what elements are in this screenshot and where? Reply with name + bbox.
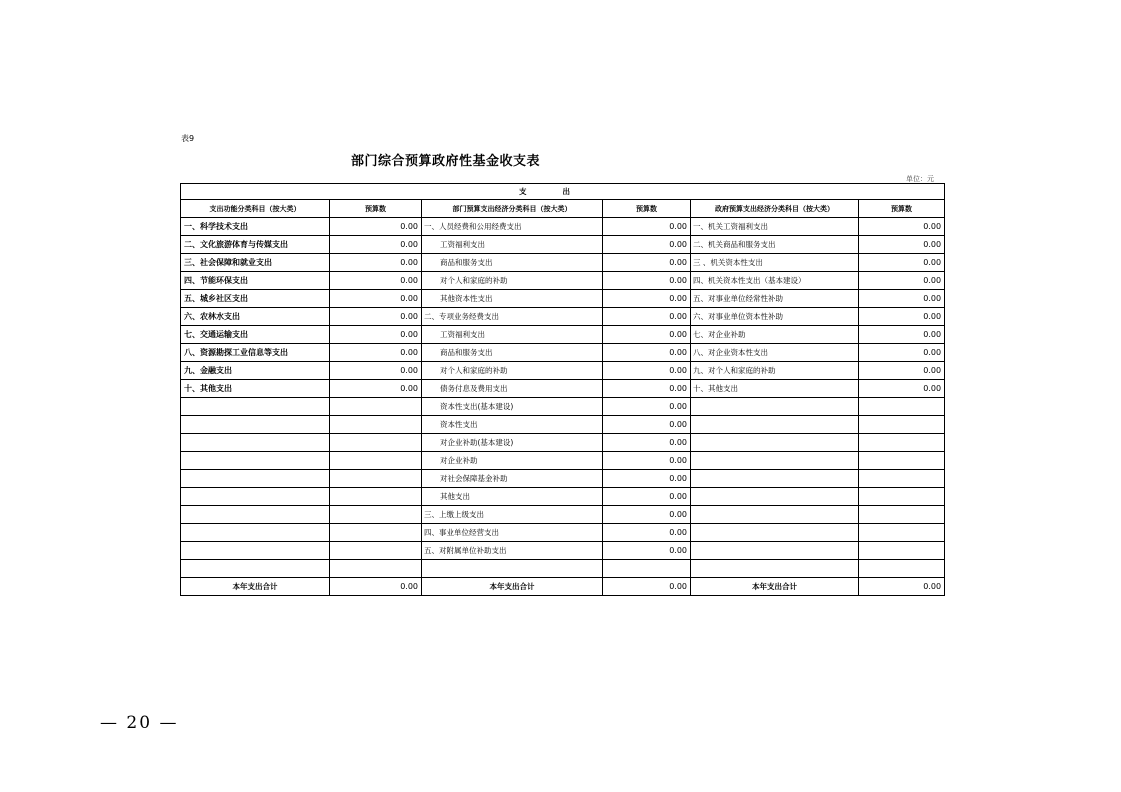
page-title: 部门综合预算政府性基金收支表 bbox=[351, 154, 541, 169]
table-cell bbox=[330, 452, 422, 470]
col-header: 部门预算支出经济分类科目（按大类） bbox=[422, 200, 603, 218]
table-cell: 0.00 bbox=[603, 290, 691, 308]
table-cell: 三、上缴上级支出 bbox=[422, 506, 603, 524]
table-cell: 0.00 bbox=[859, 380, 945, 398]
table-cell: 九、金融支出 bbox=[181, 362, 330, 380]
table-row bbox=[181, 452, 945, 470]
table-cell bbox=[859, 434, 945, 452]
table-row bbox=[181, 218, 945, 236]
table-cell: 五、对附属单位补助支出 bbox=[422, 542, 603, 560]
table-cell: 0.00 bbox=[330, 218, 422, 236]
total-label: 本年支出合计 bbox=[691, 578, 859, 596]
table-cell bbox=[859, 560, 945, 578]
table-row bbox=[181, 380, 945, 398]
table-row bbox=[181, 272, 945, 290]
table-cell: 0.00 bbox=[330, 236, 422, 254]
table-row bbox=[181, 290, 945, 308]
table-cell bbox=[691, 542, 859, 560]
table-cell: 0.00 bbox=[859, 344, 945, 362]
table-cell: 0.00 bbox=[603, 344, 691, 362]
table-row bbox=[181, 416, 945, 434]
table-cell: 七、交通运输支出 bbox=[181, 326, 330, 344]
table-cell: 十、其他支出 bbox=[181, 380, 330, 398]
total-value: 0.00 bbox=[330, 578, 422, 596]
table-row bbox=[181, 236, 945, 254]
table-cell bbox=[859, 416, 945, 434]
table-cell: 九、对个人和家庭的补助 bbox=[691, 362, 859, 380]
table-cell: 资本性支出(基本建设) bbox=[422, 398, 603, 416]
table-cell: 0.00 bbox=[330, 290, 422, 308]
col-header: 政府预算支出经济分类科目（按大类） bbox=[691, 200, 859, 218]
table-cell bbox=[691, 506, 859, 524]
table-cell: 对个人和家庭的补助 bbox=[422, 272, 603, 290]
table-cell bbox=[691, 416, 859, 434]
table-cell bbox=[330, 398, 422, 416]
table-cell: 0.00 bbox=[330, 254, 422, 272]
page-number: — 20 — bbox=[100, 713, 179, 733]
table-cell: 十、其他支出 bbox=[691, 380, 859, 398]
table-row bbox=[181, 362, 945, 380]
table-cell bbox=[181, 434, 330, 452]
table-cell: 0.00 bbox=[859, 290, 945, 308]
table-cell: 0.00 bbox=[859, 218, 945, 236]
budget-table bbox=[180, 183, 945, 596]
table-row bbox=[181, 344, 945, 362]
table-cell: 0.00 bbox=[603, 362, 691, 380]
table-cell: 对企业补助 bbox=[422, 452, 603, 470]
col-header: 预算数 bbox=[603, 200, 691, 218]
table-cell: 0.00 bbox=[603, 416, 691, 434]
table-cell: 0.00 bbox=[859, 326, 945, 344]
group-header: 支出 bbox=[181, 184, 945, 200]
table-cell: 对个人和家庭的补助 bbox=[422, 362, 603, 380]
table-cell bbox=[859, 470, 945, 488]
table-cell: 0.00 bbox=[603, 488, 691, 506]
table-cell bbox=[691, 488, 859, 506]
group-header-row bbox=[181, 184, 945, 200]
table-cell: 债务付息及费用支出 bbox=[422, 380, 603, 398]
table-row bbox=[181, 398, 945, 416]
table-cell bbox=[181, 524, 330, 542]
table-row bbox=[181, 326, 945, 344]
table-cell: 0.00 bbox=[330, 362, 422, 380]
table-cell bbox=[422, 560, 603, 578]
table-cell bbox=[859, 524, 945, 542]
table-cell bbox=[859, 452, 945, 470]
table-cell: 六、农林水支出 bbox=[181, 308, 330, 326]
table-cell: 二、文化旅游体育与传媒支出 bbox=[181, 236, 330, 254]
table-cell: 0.00 bbox=[603, 254, 691, 272]
table-cell bbox=[859, 488, 945, 506]
table-cell: 四、节能环保支出 bbox=[181, 272, 330, 290]
table-cell bbox=[330, 488, 422, 506]
table-cell: 0.00 bbox=[330, 326, 422, 344]
table-cell: 0.00 bbox=[603, 524, 691, 542]
table-cell: 0.00 bbox=[603, 218, 691, 236]
table-cell bbox=[330, 560, 422, 578]
table-cell bbox=[181, 560, 330, 578]
table-cell bbox=[181, 542, 330, 560]
table-cell bbox=[691, 398, 859, 416]
table-cell bbox=[330, 470, 422, 488]
table-cell: 0.00 bbox=[859, 362, 945, 380]
table-cell: 商品和服务支出 bbox=[422, 254, 603, 272]
table-cell: 0.00 bbox=[330, 308, 422, 326]
table-cell bbox=[181, 452, 330, 470]
table-cell: 0.00 bbox=[859, 272, 945, 290]
table-cell bbox=[181, 506, 330, 524]
table-cell bbox=[181, 416, 330, 434]
table-cell bbox=[691, 434, 859, 452]
unit-label: 单位：元 bbox=[906, 175, 934, 183]
table-cell bbox=[691, 452, 859, 470]
table-cell: 商品和服务支出 bbox=[422, 344, 603, 362]
table-cell: 四、事业单位经营支出 bbox=[422, 524, 603, 542]
table-cell: 0.00 bbox=[330, 272, 422, 290]
table-cell: 0.00 bbox=[603, 236, 691, 254]
col-header: 支出功能分类科目（按大类） bbox=[181, 200, 330, 218]
table-cell: 七、对企业补助 bbox=[691, 326, 859, 344]
table-row bbox=[181, 506, 945, 524]
total-label: 本年支出合计 bbox=[422, 578, 603, 596]
table-cell: 一、人员经费和公用经费支出 bbox=[422, 218, 603, 236]
table-cell: 二、机关商品和服务支出 bbox=[691, 236, 859, 254]
table-row bbox=[181, 488, 945, 506]
total-row bbox=[181, 578, 945, 596]
table-cell: 0.00 bbox=[859, 254, 945, 272]
table-row bbox=[181, 470, 945, 488]
table-row bbox=[181, 308, 945, 326]
table-cell bbox=[859, 398, 945, 416]
table-cell: 三、社会保障和就业支出 bbox=[181, 254, 330, 272]
total-value: 0.00 bbox=[603, 578, 691, 596]
table-row bbox=[181, 560, 945, 578]
table-cell bbox=[691, 524, 859, 542]
table-cell bbox=[330, 524, 422, 542]
table-cell: 一、科学技术支出 bbox=[181, 218, 330, 236]
table-cell bbox=[330, 434, 422, 452]
table-cell bbox=[859, 506, 945, 524]
table-cell: 0.00 bbox=[603, 506, 691, 524]
table-cell: 0.00 bbox=[330, 380, 422, 398]
table-row bbox=[181, 524, 945, 542]
table-cell: 八、对企业资本性支出 bbox=[691, 344, 859, 362]
table-cell: 0.00 bbox=[859, 236, 945, 254]
table-cell: 0.00 bbox=[603, 542, 691, 560]
table-cell: 二、专项业务经费支出 bbox=[422, 308, 603, 326]
table-cell: 0.00 bbox=[603, 272, 691, 290]
table-cell: 一、机关工资福利支出 bbox=[691, 218, 859, 236]
table-row bbox=[181, 254, 945, 272]
table-cell bbox=[691, 560, 859, 578]
col-header: 预算数 bbox=[859, 200, 945, 218]
table-cell: 0.00 bbox=[603, 398, 691, 416]
table-cell: 0.00 bbox=[603, 470, 691, 488]
table-cell: 八、资源勘探工业信息等支出 bbox=[181, 344, 330, 362]
table-cell: 其他支出 bbox=[422, 488, 603, 506]
table-cell: 0.00 bbox=[603, 308, 691, 326]
column-header-row bbox=[181, 200, 945, 218]
table-cell: 其他资本性支出 bbox=[422, 290, 603, 308]
table-number: 表9 bbox=[181, 134, 195, 143]
table-cell: 0.00 bbox=[603, 452, 691, 470]
table-cell bbox=[181, 398, 330, 416]
table-cell: 工资福利支出 bbox=[422, 326, 603, 344]
table-cell bbox=[859, 542, 945, 560]
table-cell bbox=[181, 488, 330, 506]
table-cell: 0.00 bbox=[603, 434, 691, 452]
table-cell: 对社会保障基金补助 bbox=[422, 470, 603, 488]
table-cell bbox=[603, 560, 691, 578]
table-cell: 对企业补助(基本建设) bbox=[422, 434, 603, 452]
table-cell bbox=[330, 506, 422, 524]
table-cell: 0.00 bbox=[603, 326, 691, 344]
table-cell: 工资福利支出 bbox=[422, 236, 603, 254]
table-cell: 五、对事业单位经常性补助 bbox=[691, 290, 859, 308]
table-cell bbox=[330, 542, 422, 560]
table-cell bbox=[330, 416, 422, 434]
col-header: 预算数 bbox=[330, 200, 422, 218]
table-cell bbox=[691, 470, 859, 488]
table-cell bbox=[181, 470, 330, 488]
table-cell: 0.00 bbox=[859, 308, 945, 326]
table-cell: 四、机关资本性支出（基本建设） bbox=[691, 272, 859, 290]
table-cell: 六、对事业单位资本性补助 bbox=[691, 308, 859, 326]
table-cell: 0.00 bbox=[603, 380, 691, 398]
table-cell: 0.00 bbox=[330, 344, 422, 362]
table-cell: 资本性支出 bbox=[422, 416, 603, 434]
table-cell: 五、城乡社区支出 bbox=[181, 290, 330, 308]
table-cell: 三 、机关资本性支出 bbox=[691, 254, 859, 272]
total-value: 0.00 bbox=[859, 578, 945, 596]
total-label: 本年支出合计 bbox=[181, 578, 330, 596]
table-row bbox=[181, 542, 945, 560]
table-row bbox=[181, 434, 945, 452]
